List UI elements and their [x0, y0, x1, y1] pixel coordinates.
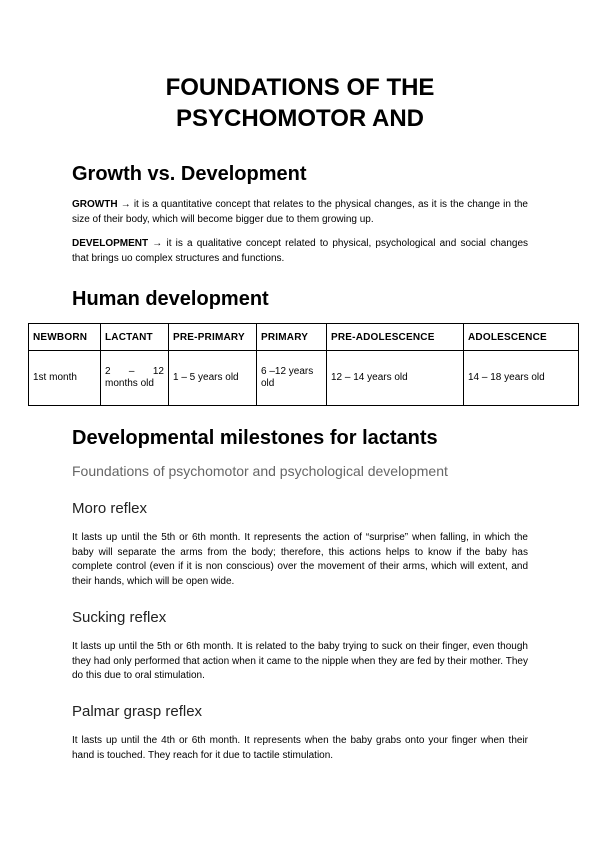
- human-development-table: [28, 323, 579, 406]
- palmar-grasp-reflex-heading: Palmar grasp reflex: [72, 703, 203, 720]
- human-development-heading: Human development: [72, 288, 269, 310]
- sucking-reflex-text: It lasts up until the 5th or 6th month. It is related to the baby trying to suck on their finger, even though they had only performed that action when it came to the nipple when they are fed by their mother. They do this due to oral stimulation.: [72, 641, 528, 681]
- table-header-row: [29, 324, 579, 351]
- title-line-1: FOUNDATIONS OF THE: [165, 74, 435, 101]
- cell-lactant: [101, 351, 169, 406]
- title-line-2: PSYCHOMOTOR AND: [175, 105, 424, 132]
- development-text: it is a qualitative concept related to physical, psychological and social changes that brings uo complex structures and functions.: [72, 238, 528, 264]
- growth-vs-development-heading: Growth vs. Development: [72, 163, 307, 185]
- column-header-lactant: LACTANT: [101, 324, 169, 351]
- palmar-grasp-reflex-text: It lasts up until the 4th or 6th month. It represents when the baby grabs onto your finger when their hand is touched. They reach for it due to tactile stimulation.: [72, 735, 528, 761]
- cell-newborn: 1st month: [29, 351, 101, 406]
- document-title: [0, 72, 600, 134]
- column-header-adolescence: ADOLESCENCE: [464, 324, 579, 351]
- column-header-newborn: NEWBORN: [29, 324, 101, 351]
- cell-pre-primary: 1 – 5 years old: [169, 351, 257, 406]
- table-row: [29, 351, 579, 406]
- milestones-subtitle: Foundations of psychomotor and psychological development: [72, 463, 448, 479]
- moro-reflex-text: It lasts up until the 5th or 6th month. It represents the action of “surprise” when falling, in which the baby will separate the arms from the body; therefore, this actions helps to know if the baby has complete control (even if it is non conscious) over the movement of their arms, which will extent, and their hands, which will be open wide.: [72, 532, 528, 587]
- column-header-pre-primary: PRE-PRIMARY: [169, 324, 257, 351]
- development-arrow: →: [152, 238, 163, 249]
- development-paragraph: [72, 237, 528, 266]
- growth-term: GROWTH: [72, 199, 118, 210]
- cell-primary: 6 –12 years old: [257, 351, 327, 406]
- column-header-pre-adolescence: PRE-ADOLESCENCE: [327, 324, 464, 351]
- cell-pre-adolescence: 12 – 14 years old: [327, 351, 464, 406]
- growth-arrow: →: [120, 199, 131, 210]
- cell-lactant-line-2: months old: [105, 378, 154, 389]
- development-term: DEVELOPMENT: [72, 238, 149, 249]
- sucking-reflex-heading: Sucking reflex: [72, 609, 167, 626]
- milestones-heading: Developmental milestones for lactants: [72, 427, 438, 449]
- growth-text: it is a quantitative concept that relates to the physical changes, as it is the change in the size of their body, which will become bigger due to them growing up.: [72, 199, 528, 225]
- cell-lactant-line-1: 2 – 12: [105, 365, 164, 377]
- cell-adolescence: 14 – 18 years old: [464, 351, 579, 406]
- column-header-primary: PRIMARY: [257, 324, 327, 351]
- moro-reflex-heading: Moro reflex: [72, 500, 148, 517]
- growth-paragraph: [72, 198, 528, 227]
